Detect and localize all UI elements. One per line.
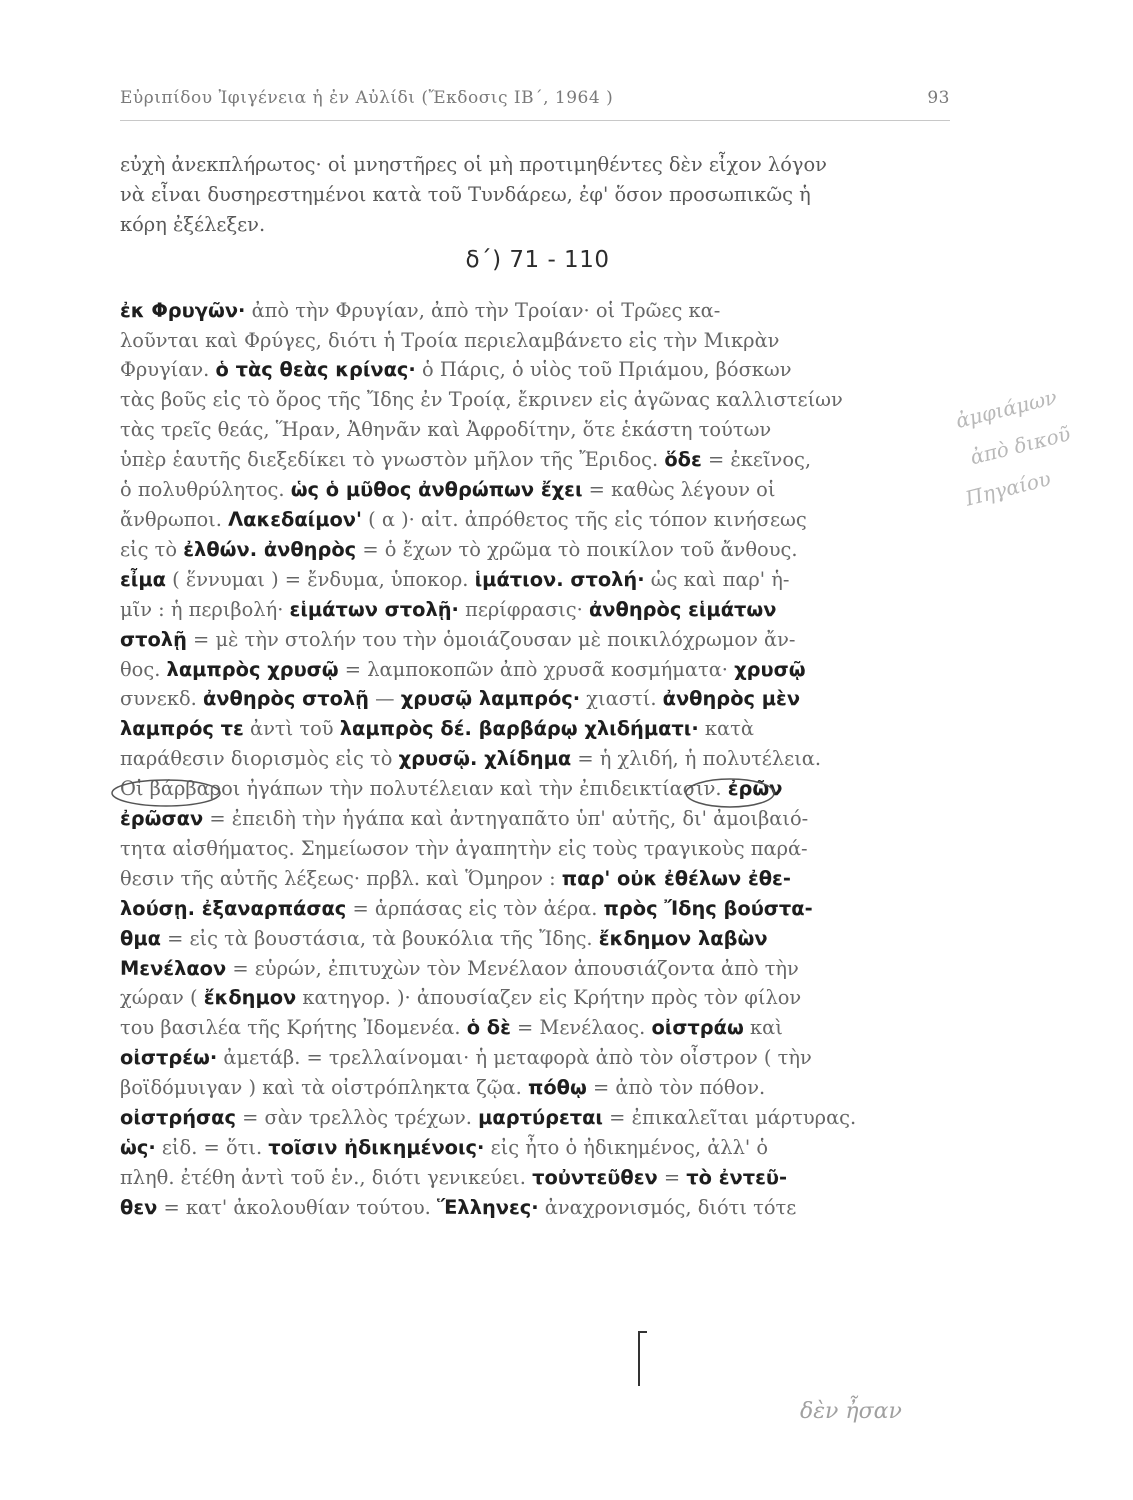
gloss-text: κατὰ — [698, 717, 754, 741]
gloss-text: εἰδ. = ὅτι. — [155, 1136, 269, 1159]
gloss-text: ὑπὲρ ἑαυτῆς διεξεδίκει τὸ γνωστὸν μῆλον τῆς Ἔριδος. — [120, 448, 665, 472]
gloss-text: = ὁ ἔχων τὸ χρῶμα τὸ ποικίλον τοῦ ἄνθους. — [356, 537, 798, 561]
gloss-text: = σὰν τρελλὸς τρέχων. — [235, 1106, 479, 1130]
lemma: ὁ δὲ — [466, 1016, 511, 1040]
gloss-text: παράθεσιν διορισμὸς εἰς τὸ — [120, 747, 399, 771]
lemma: ἐρῶν — [727, 777, 783, 801]
margin-handwriting — [950, 370, 1130, 510]
gloss-text: = ἐπειδὴ τὴν ἠγάπα καὶ ἀντηγαπᾶτο ὑπ' αὐτῆς, δι' ἀμοιβαιό- — [203, 807, 809, 831]
intro-line: νὰ εἶναι δυσηρεστημένοι κατὰ τοῦ Τυνδάρεω, ἐφ' ὅσον προσωπικῶς ἡ — [120, 182, 811, 206]
running-header — [120, 88, 950, 108]
commentary-line — [120, 415, 955, 445]
lemma: χρυσῷ. χλίδημα — [398, 747, 572, 771]
lemma: μαρτύρεται — [478, 1106, 603, 1130]
commentary-line — [120, 655, 955, 685]
commentary-line — [120, 834, 955, 864]
gloss-text: ὡς καὶ παρ' ἡ- — [644, 567, 790, 591]
gloss-text: θεσιν τῆς αὐτῆς λέξεως· πρβλ. καὶ Ὅμηρον : — [120, 866, 562, 890]
gloss-text: = Μενέλαος. — [510, 1016, 652, 1040]
gloss-text: = εἰς τὰ βουστάσια, τὰ βουκόλια τῆς Ἴδης. — [160, 926, 599, 950]
gloss-text: ἀναχρονισμός, διότι τότε — [538, 1195, 797, 1219]
gloss-text: λοῦνται καὶ Φρύγες, διότι ἡ Τροία περιελαμβάνετο εἰς τὴν Μικρὰν — [120, 328, 780, 352]
commentary-line — [120, 1043, 955, 1073]
commentary-line — [120, 684, 955, 714]
commentary-line — [120, 983, 955, 1013]
lemma: Ἕλληνες· — [437, 1195, 539, 1219]
commentary-line — [120, 445, 955, 475]
commentary-line — [120, 625, 955, 655]
lemma: ἀνθηρὸς εἱμάτων — [588, 597, 777, 621]
lemma: ἀνθηρὸς μὲν — [662, 687, 801, 711]
lemma: τοῖσιν ἠδικημένοις· — [268, 1136, 485, 1159]
section-heading: δ΄) 71 - 110 — [465, 246, 610, 273]
ink-circle-mark — [108, 778, 248, 808]
gloss-text: βοϊδόμυιγαν ) καὶ τὰ οἰστρόπληκτα ζῷα. — [120, 1076, 528, 1100]
margin-handwriting-text-3: Πηγαίου — [962, 466, 1054, 510]
gloss-text: ( α )· αἰτ. ἀπρόθετος τῆς εἰς τόπον κινήσεως — [361, 507, 807, 531]
commentary-line — [120, 744, 955, 774]
lemma: χρυσῷ — [734, 657, 806, 681]
commentary-line — [120, 535, 955, 565]
commentary-line — [120, 326, 955, 356]
lemma: πόθῳ — [527, 1076, 587, 1100]
lemma: ἔκδημον — [203, 986, 297, 1010]
commentary-line — [120, 595, 955, 625]
commentary — [120, 296, 955, 1223]
gloss-text: του βασιλέα τῆς Κρήτης Ἰδομενέα. — [120, 1016, 467, 1040]
lemma: λαμπρὸς δέ. βαρβάρῳ χλιδήματι· — [339, 717, 699, 741]
commentary-line — [120, 355, 955, 385]
gloss-text: κατηγορ. )· ἀπουσίαζεν εἰς Κρήτην πρὸς τὸν φίλον — [296, 986, 802, 1010]
header-rule — [120, 120, 950, 121]
gloss-text: = ἐπικαλεῖται μάρτυρας. — [603, 1106, 857, 1130]
intro-line: κόρη ἐξέλεξεν. — [120, 212, 266, 236]
lemma: ὡς ὁ μῦθος ἀνθρώπων ἔχει — [290, 478, 583, 502]
gloss-text: ἄνθρωποι. — [120, 507, 229, 531]
gloss-text: ( ἕννυμαι ) = ἔνδυμα, ὑποκορ. — [165, 567, 475, 591]
lemma: πρὸς Ἴδης βούστα- — [603, 896, 813, 920]
commentary-line — [120, 804, 955, 834]
gloss-text: = μὲ τὴν στολήν του τὴν ὁμοιάζουσαν μὲ ποικιλόχρωμον ἄν- — [186, 627, 796, 651]
gloss-text: = λαμποκοπῶν ἀπὸ χρυσᾶ κοσμήματα· — [338, 657, 735, 681]
gloss-text: ἀπὸ τὴν Φρυγίαν, ἀπὸ τὴν Τροίαν· οἱ Τρῶες κα- — [245, 298, 721, 322]
commentary-line — [120, 1073, 955, 1103]
lemma: λούσῃ. ἐξαναρπάσας — [120, 896, 347, 920]
lemma: ἱμάτιον. στολή· — [474, 567, 645, 591]
gloss-text: πληθ. ἐτέθη ἀντὶ τοῦ ἑν., διότι γενικεύει. — [120, 1165, 533, 1189]
lemma: τὸ ἐντεῦ- — [686, 1165, 788, 1189]
gloss-text: ὁ Πάρις, ὁ υἱὸς τοῦ Πριάμου, βόσκων — [415, 358, 792, 382]
commentary-line — [120, 894, 955, 924]
lemma: στολῇ — [120, 627, 187, 651]
commentary-line — [120, 1103, 955, 1133]
gloss-text: = ἀπὸ τὸν πόθον. — [586, 1076, 766, 1100]
gloss-text: μῖν : ἡ περιβολή· — [120, 597, 290, 621]
lemma: θεν — [120, 1195, 158, 1219]
gloss-text: = ἁρπάσας εἰς τὸν ἀέρα. — [346, 896, 604, 920]
gloss-text: ἀμετάβ. = τρελλαίνομαι· ἡ μεταφορὰ ἀπὸ τὸν οἶστρον ( τὴν — [217, 1046, 812, 1070]
margin-handwriting-text-2: ἀπὸ δικοῦ — [967, 421, 1073, 470]
running-title: Εὐριπίδου Ἰφιγένεια ἡ ἐν Αὐλίδι (Ἔκδοσις ΙΒ΄, 1964 ) — [120, 88, 614, 108]
gloss-text: συνεκδ. — [120, 687, 203, 711]
lemma: οἰστρέω· — [120, 1046, 218, 1070]
lemma: ὡς· — [120, 1136, 156, 1159]
bottom-handwriting-text: δὲν ἦσαν — [800, 1399, 902, 1424]
commentary-line — [120, 475, 955, 505]
gloss-text: τὰς βοῦς εἰς τὸ ὄρος τῆς Ἴδης ἐν Τροίᾳ, ἔκρινεν εἰς ἀγῶνας καλλιστείων — [120, 388, 843, 412]
lemma: χρυσῷ λαμπρός· — [400, 687, 581, 711]
gloss-text: = ἐκεῖνος, — [701, 448, 812, 472]
gloss-text: Φρυγίαν. — [120, 358, 216, 382]
lemma: ἐρῶσαν — [120, 807, 204, 831]
gloss-text: τητα αἰσθήματος. Σημείωσον τὴν ἀγαπητὴν εἰς τοὺς τραγικοὺς παρά- — [120, 836, 808, 860]
lemma: ἐκ Φρυγῶν· — [120, 298, 246, 322]
intro-line: εὐχὴ ἀνεκπλήρωτος· οἱ μνηστῆρες οἱ μὴ προτιμηθέντες δὲν εἶχον λόγον — [120, 153, 827, 176]
ink-circle-mark — [680, 776, 780, 810]
lemma: λαμπρὸς χρυσῷ — [166, 657, 339, 681]
lemma: ἔκδημον λαβὼν — [598, 926, 768, 950]
commentary-line — [120, 296, 955, 326]
commentary-line — [120, 1193, 955, 1223]
gloss-text: = εὑρών, ἐπιτυχὼν τὸν Μενέλαον ἀπουσιάζοντα ἀπὸ τὴν — [226, 956, 799, 980]
lemma: τοὐντεῦθεν — [532, 1165, 658, 1189]
lemma: ὁ τὰς θεὰς κρίνας· — [215, 358, 416, 382]
lemma: ἐλθών. ἀνθηρὸς — [183, 537, 357, 561]
margin-handwriting-text-1: ἀμφιάμων — [953, 384, 1060, 434]
commentary-line — [120, 954, 955, 984]
commentary-line — [120, 565, 955, 595]
commentary-line — [120, 714, 955, 744]
commentary-line — [120, 1163, 955, 1193]
gloss-text: τὰς τρεῖς θεάς, Ἥραν, Ἀθηνᾶν καὶ Ἀφροδίτην, ὅτε ἑκάστη τούτων — [120, 418, 772, 442]
gloss-text: εἰς ἦτο ὁ ἠδικημένος, ἀλλ' ὁ — [484, 1136, 769, 1159]
gloss-text: = — [657, 1165, 687, 1189]
lemma: Λακεδαίμον' — [228, 507, 362, 531]
commentary-line — [120, 1133, 955, 1163]
lemma: Μενέλαον — [120, 956, 227, 980]
gloss-text: εἰς τὸ — [120, 537, 184, 561]
gloss-text: = κατ' ἀκολουθίαν τούτου. — [157, 1195, 438, 1219]
commentary-line — [120, 864, 955, 894]
page-body — [120, 150, 955, 1223]
gloss-text: = καθὼς λέγουν οἱ — [582, 478, 776, 502]
commentary-line — [120, 385, 955, 415]
gloss-text: περίφρασις· — [458, 597, 589, 621]
lemma: οἰστρήσας — [120, 1106, 236, 1130]
lemma: θμα — [120, 926, 161, 950]
gloss-text: — — [368, 687, 401, 711]
gloss-text: = ἡ χλιδή, ἡ πολυτέλεια. — [571, 747, 822, 771]
bottom-handwriting — [795, 1388, 955, 1428]
commentary-line — [120, 505, 955, 535]
gloss-text: χιαστί. — [580, 687, 663, 711]
lemma: ἀνθηρὸς στολῇ — [202, 687, 369, 711]
gloss-text: ὁ πολυθρύλητος. — [120, 478, 291, 502]
gloss-text: ἀντὶ τοῦ — [243, 717, 340, 741]
gloss-text: καὶ — [743, 1016, 783, 1040]
lemma: εἶμα — [120, 567, 166, 591]
lemma: λαμπρός τε — [120, 717, 244, 741]
gloss-text: Οἱ βάρβαροι ἠγάπων τὴν πολυτέλειαν καὶ τὴν ἐπιδεικτίασιν. — [120, 777, 728, 801]
gloss-text: χώραν ( — [120, 986, 204, 1010]
lemma: ὅδε — [664, 448, 702, 472]
page-number: 93 — [927, 88, 950, 108]
lemma: εἱμάτων στολῇ· — [289, 597, 459, 621]
lemma: παρ' οὐκ ἐθέλων ἐθε- — [561, 866, 791, 890]
ink-bracket-mark — [635, 1330, 651, 1390]
commentary-line — [120, 924, 955, 954]
lemma: οἰστράω — [651, 1016, 744, 1040]
commentary-line — [120, 1013, 955, 1043]
gloss-text: θος. — [120, 657, 167, 681]
